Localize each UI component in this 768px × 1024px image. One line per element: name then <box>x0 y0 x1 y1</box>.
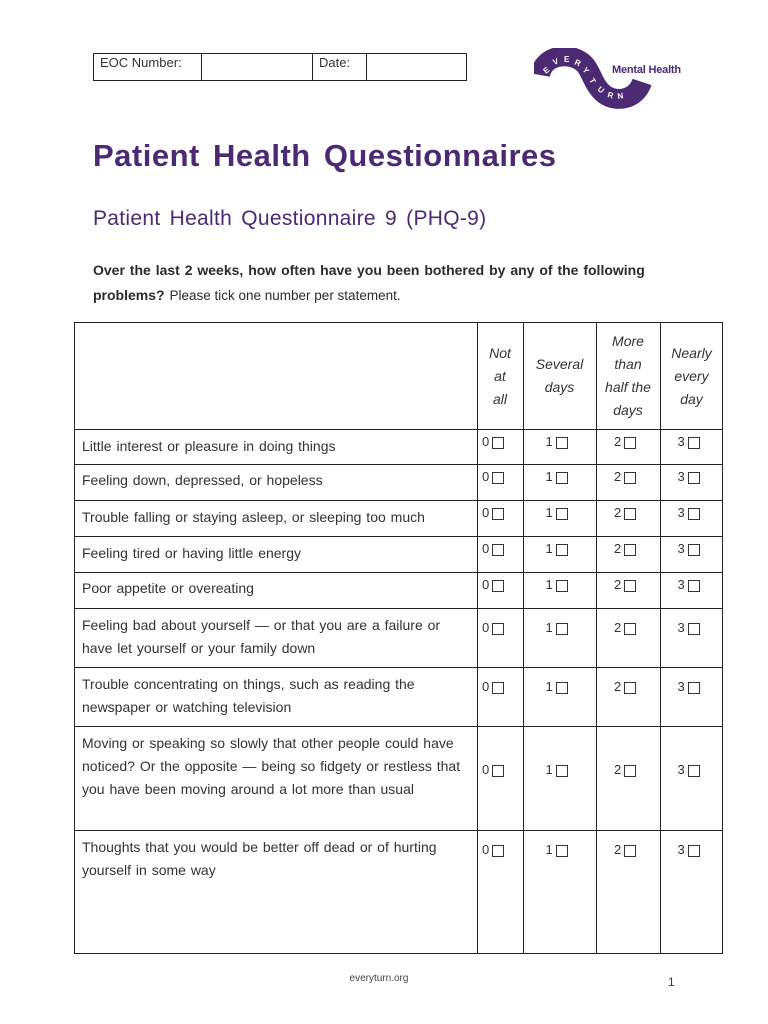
score-label: 0 <box>482 842 490 857</box>
column-header-line: Several <box>535 356 584 372</box>
score-label: 0 <box>482 505 490 520</box>
score-option[interactable] <box>546 620 568 635</box>
svg-text:U: U <box>595 84 606 96</box>
score-checkbox[interactable] <box>492 682 504 694</box>
column-header-0 <box>477 323 523 429</box>
score-checkbox[interactable] <box>492 437 504 449</box>
score-label: 1 <box>545 577 553 592</box>
score-label: 0 <box>482 762 490 777</box>
score-label: 1 <box>545 842 553 857</box>
score-label: 2 <box>614 469 622 484</box>
score-option[interactable] <box>482 434 504 449</box>
table-row-divider <box>75 726 722 727</box>
score-checkbox[interactable] <box>624 508 636 520</box>
table-row-divider <box>75 536 722 537</box>
column-header-line: Not <box>489 344 511 361</box>
score-option[interactable] <box>614 762 636 777</box>
score-checkbox[interactable] <box>688 437 700 449</box>
question-text: Feeling tired or having little energy <box>82 545 302 561</box>
score-option[interactable] <box>678 541 700 556</box>
svg-text:R: R <box>573 57 583 69</box>
table-row-divider <box>75 572 722 573</box>
score-option[interactable] <box>482 469 504 484</box>
score-option[interactable] <box>678 762 700 777</box>
score-checkbox[interactable] <box>624 765 636 777</box>
score-label: 1 <box>545 620 553 635</box>
score-option[interactable] <box>614 434 636 449</box>
score-label: 2 <box>614 577 622 592</box>
intro-text <box>93 258 673 308</box>
score-option[interactable] <box>678 679 700 694</box>
score-label: 0 <box>482 620 490 635</box>
footer-website: everyturn.org <box>349 973 409 984</box>
score-option[interactable] <box>546 577 568 592</box>
score-option[interactable] <box>482 541 504 556</box>
score-checkbox[interactable] <box>492 544 504 556</box>
score-label: 3 <box>677 541 685 556</box>
question-text: Poor appetite or overeating <box>82 580 254 596</box>
score-checkbox[interactable] <box>556 765 568 777</box>
score-option[interactable] <box>614 505 636 520</box>
score-checkbox[interactable] <box>624 472 636 484</box>
table-row-divider <box>75 429 722 430</box>
intro-instruction: Please tick one number per statement. <box>169 287 401 303</box>
page-title: Patient Health Questionnaires <box>93 138 557 173</box>
score-option[interactable] <box>482 505 504 520</box>
svg-text:Y: Y <box>580 65 591 76</box>
score-option[interactable] <box>546 469 568 484</box>
score-checkbox[interactable] <box>624 623 636 635</box>
score-option[interactable] <box>614 679 636 694</box>
score-checkbox[interactable] <box>624 580 636 592</box>
column-header-line: than <box>614 356 642 372</box>
phq9-table <box>74 322 723 954</box>
score-checkbox[interactable] <box>556 508 568 520</box>
score-label: 2 <box>614 620 622 635</box>
score-label: 3 <box>677 505 685 520</box>
score-label: 3 <box>677 434 685 449</box>
column-header-line: Nearly <box>671 344 712 361</box>
score-checkbox[interactable] <box>556 623 568 635</box>
score-option[interactable] <box>614 577 636 592</box>
id-box <box>93 53 467 81</box>
score-label: 3 <box>677 577 685 592</box>
score-option[interactable] <box>614 842 636 857</box>
table-row-divider <box>75 830 722 831</box>
column-header-line: day <box>680 390 703 407</box>
score-option[interactable] <box>546 762 568 777</box>
score-option[interactable] <box>678 842 700 857</box>
column-header-line: More <box>612 333 644 349</box>
score-option[interactable] <box>678 577 700 592</box>
score-checkbox[interactable] <box>688 845 700 857</box>
score-checkbox[interactable] <box>556 544 568 556</box>
svg-text:R: R <box>606 90 615 101</box>
question-text: Moving or speaking so slowly that other people could have noticed? Or the opposite — being so fidgety or restless that you have been moving around a lot more than usual <box>82 735 461 797</box>
score-checkbox[interactable] <box>624 437 636 449</box>
column-header-2 <box>596 323 660 429</box>
column-header-line: days <box>613 402 643 418</box>
score-label: 0 <box>482 577 490 592</box>
score-checkbox[interactable] <box>624 682 636 694</box>
questionnaire-subtitle: Patient Health Questionnaire 9 (PHQ-9) <box>93 207 487 230</box>
score-option[interactable] <box>678 620 700 635</box>
score-option[interactable] <box>546 541 568 556</box>
question-text: Thoughts that you would be better off dead or of hurting yourself in some way <box>82 839 437 878</box>
table-row-divider <box>75 464 722 465</box>
column-header-line: at <box>494 367 506 384</box>
score-option[interactable] <box>614 469 636 484</box>
score-option[interactable] <box>678 434 700 449</box>
date-label: Date: <box>313 54 367 80</box>
column-header-3 <box>660 323 723 429</box>
score-label: 2 <box>614 505 622 520</box>
column-header-line: days <box>544 379 575 395</box>
score-label: 1 <box>545 541 553 556</box>
score-option[interactable] <box>482 679 504 694</box>
question-text: Trouble concentrating on things, such as reading the newspaper or watching television <box>82 676 415 715</box>
score-checkbox[interactable] <box>492 845 504 857</box>
score-checkbox[interactable] <box>556 845 568 857</box>
svg-text:E: E <box>541 65 552 76</box>
page-number: 1 <box>668 975 675 989</box>
score-label: 3 <box>677 469 685 484</box>
eoc-number-field[interactable] <box>202 54 313 80</box>
score-option[interactable] <box>482 620 504 635</box>
score-label: 0 <box>482 541 490 556</box>
score-checkbox[interactable] <box>688 623 700 635</box>
score-option[interactable] <box>546 679 568 694</box>
score-checkbox[interactable] <box>556 437 568 449</box>
score-checkbox[interactable] <box>556 580 568 592</box>
svg-text:T: T <box>587 76 598 86</box>
score-label: 1 <box>545 762 553 777</box>
score-checkbox[interactable] <box>492 623 504 635</box>
score-label: 2 <box>614 434 622 449</box>
score-label: 2 <box>614 541 622 556</box>
score-option[interactable] <box>546 434 568 449</box>
score-checkbox[interactable] <box>688 682 700 694</box>
score-checkbox[interactable] <box>492 508 504 520</box>
score-option[interactable] <box>546 505 568 520</box>
score-option[interactable] <box>678 505 700 520</box>
score-label: 3 <box>677 762 685 777</box>
score-option[interactable] <box>482 762 504 777</box>
eoc-number-label: EOC Number: <box>94 54 202 80</box>
score-option[interactable] <box>614 541 636 556</box>
score-checkbox[interactable] <box>492 472 504 484</box>
score-checkbox[interactable] <box>688 472 700 484</box>
score-label: 0 <box>482 679 490 694</box>
score-label: 1 <box>545 679 553 694</box>
score-label: 1 <box>545 505 553 520</box>
score-checkbox[interactable] <box>556 682 568 694</box>
score-checkbox[interactable] <box>492 580 504 592</box>
question-text: Trouble falling or staying asleep, or sleeping too much <box>82 509 425 525</box>
everyturn-logo <box>534 48 704 114</box>
score-label: 0 <box>482 469 490 484</box>
score-label: 2 <box>614 762 622 777</box>
column-header-1 <box>523 323 596 429</box>
score-checkbox[interactable] <box>624 845 636 857</box>
question-text: Feeling bad about yourself — or that you are a failure or have let yourself or your family down <box>82 617 441 656</box>
svg-text:N: N <box>616 91 625 101</box>
score-option[interactable] <box>482 577 504 592</box>
score-label: 1 <box>545 469 553 484</box>
score-option[interactable] <box>614 620 636 635</box>
logo-tagline: Mental Health <box>612 64 681 76</box>
score-checkbox[interactable] <box>556 472 568 484</box>
score-option[interactable] <box>546 842 568 857</box>
column-header-line: all <box>492 390 507 407</box>
score-checkbox[interactable] <box>624 544 636 556</box>
intro-question: Over the last 2 weeks, how often have you been bothered by any of the following problems? <box>93 262 645 303</box>
svg-text:E: E <box>564 55 570 64</box>
score-checkbox[interactable] <box>688 544 700 556</box>
score-label: 3 <box>677 679 685 694</box>
score-checkbox[interactable] <box>492 765 504 777</box>
score-label: 2 <box>614 679 622 694</box>
score-label: 1 <box>545 434 553 449</box>
score-checkbox[interactable] <box>688 508 700 520</box>
score-checkbox[interactable] <box>688 765 700 777</box>
table-row-divider <box>75 608 722 609</box>
table-row-divider <box>75 667 722 668</box>
column-header-line: half the <box>605 379 651 395</box>
score-label: 2 <box>614 842 622 857</box>
column-header-line: every <box>674 367 709 384</box>
score-label: 3 <box>677 620 685 635</box>
question-text: Feeling down, depressed, or hopeless <box>82 472 323 488</box>
question-text: Little interest or pleasure in doing things <box>82 438 336 454</box>
score-label: 3 <box>677 842 685 857</box>
score-option[interactable] <box>482 842 504 857</box>
score-label: 0 <box>482 434 490 449</box>
svg-text:V: V <box>551 56 560 67</box>
table-row-divider <box>75 500 722 501</box>
score-checkbox[interactable] <box>688 580 700 592</box>
date-field[interactable] <box>367 54 466 80</box>
score-option[interactable] <box>678 469 700 484</box>
